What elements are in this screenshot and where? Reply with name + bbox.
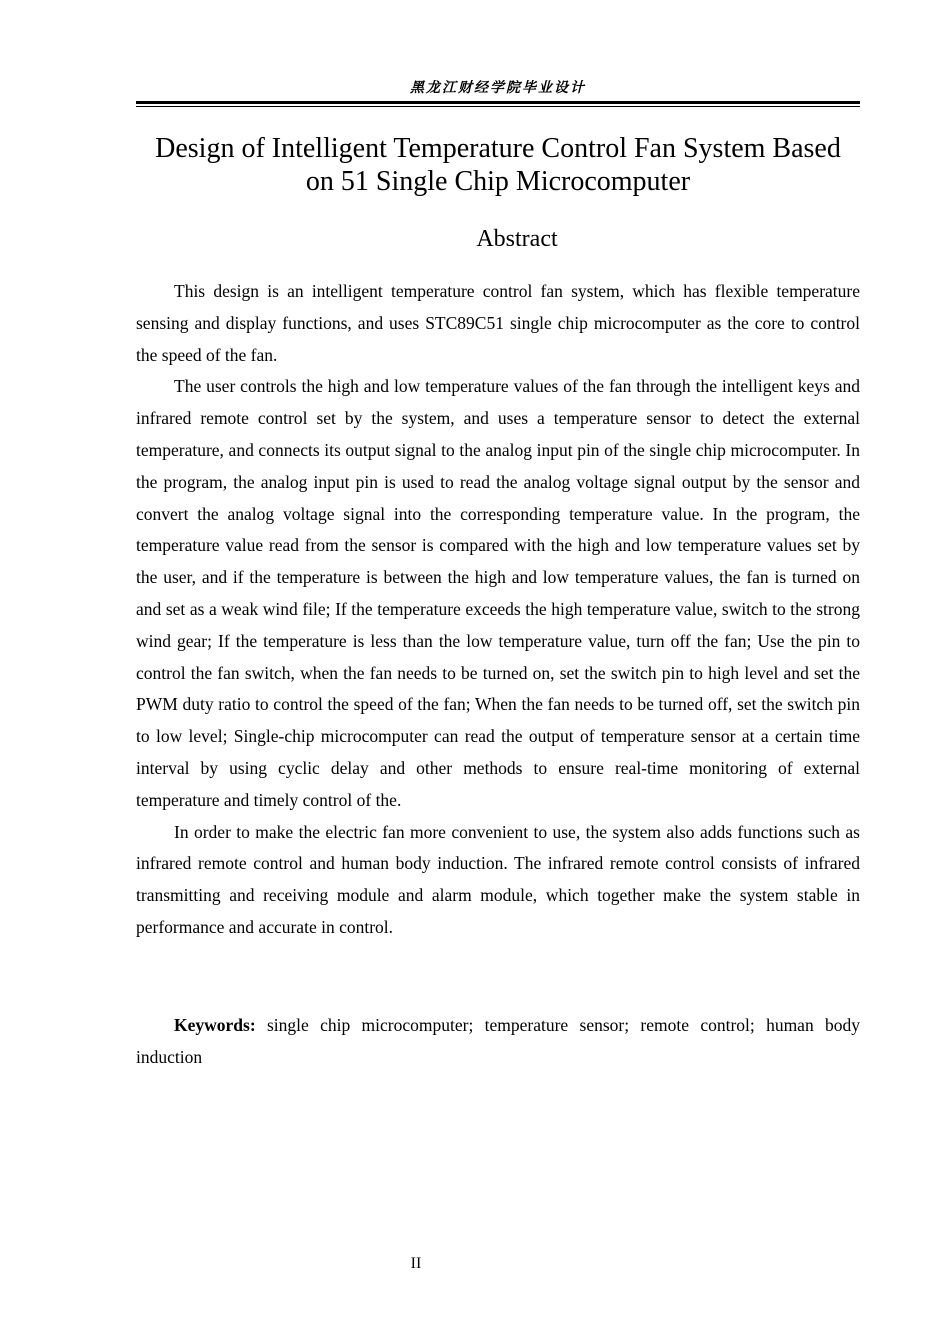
paper-title [136, 132, 860, 198]
running-header: 黑龙江财经学院毕业设计 [410, 80, 586, 96]
abstract-paragraph-1: This design is an intelligent temperature control fan system, which has flexible temperature sensing and display functions, and uses STC89C51 single chip microcomputer as the core to control the speed of the fan. [136, 281, 860, 365]
page-number: II [410, 1255, 422, 1272]
keywords-text: single chip microcomputer; temperature sensor; remote control; human body induction [136, 1015, 861, 1067]
keywords [136, 1010, 860, 1074]
abstract-body [136, 276, 860, 944]
abstract-paragraph-2: The user controls the high and low temperature values of the fan through the intelligent keys and infrared remote control set by the system, and uses a temperature sensor to detect the external temperature, and connects its output signal to the analog input pin of the single chip microcomputer. In the program, the analog input pin is used to read the analog voltage signal output by the sensor and convert the analog voltage signal into the corresponding temperature value. In the program, the temperature value read from the sensor is compared with the high and low temperature values set by the user, and if the temperature is between the high and low temperature values, the fan is turned on and set as a weak wind file; If the temperature exceeds the high temperature value, switch to the strong wind gear; If the temperature is less than the low temperature value, turn off the fan; Use the pin to control the fan switch, when the fan needs to be turned on, set the switch pin to high level and set the PWM duty ratio to control the speed of the fan; When the fan needs to be turned off, set the switch pin to low level; Single-chip microcomputer can read the output of temperature sensor at a certain time interval by using cyclic delay and other methods to ensure real-time monitoring of external temperature and timely control of the. [136, 376, 860, 810]
section-heading-abstract: Abstract [476, 226, 558, 252]
paper-title-line-2: on 51 Single Chip Microcomputer [305, 166, 691, 197]
abstract-paragraph-3: In order to make the electric fan more convenient to use, the system also adds functions such as infrared remote control and human body induction. The infrared remote control consists of infrared transmitting and receiving module and alarm module, which together make the system stable in performance and accurate in control. [136, 821, 860, 937]
header-rule-thin [136, 106, 860, 107]
header-rule-thick [136, 101, 860, 104]
paper-title-line-1: Design of Intelligent Temperature Control Fan System Based [155, 133, 841, 164]
keywords-label: Keywords: [174, 1015, 256, 1035]
document-page [136, 0, 860, 1344]
